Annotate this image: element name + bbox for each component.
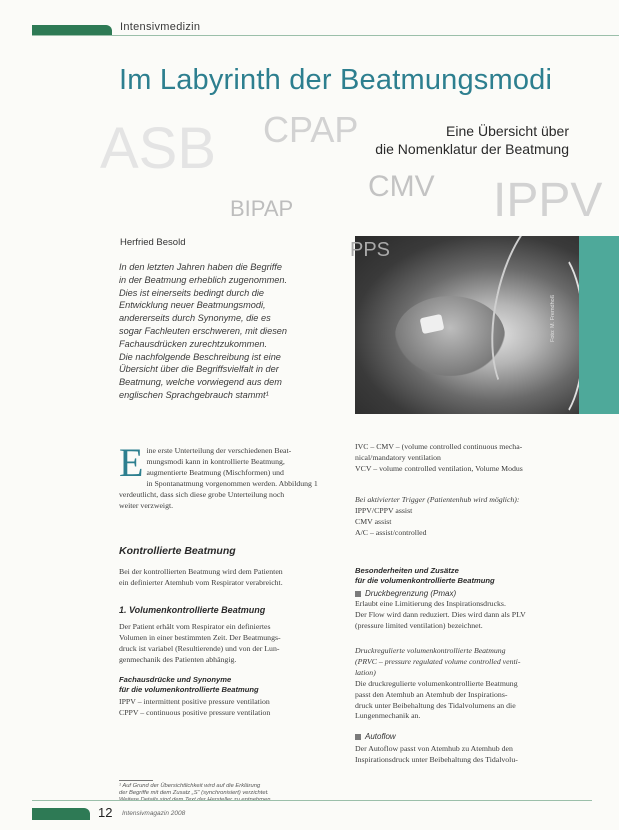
text-line: passt den Atemhub an Atemhub der Inspirations- <box>355 689 508 699</box>
footnote-rule <box>119 780 153 781</box>
text-line: Volumen in einer bestimmten Zeit. Der Beatmungs- <box>119 632 281 642</box>
watermark-pps: PPS <box>350 239 391 261</box>
text-line: CPPV – continuous positive pressure ventilation <box>119 707 271 717</box>
heading-volume: 1. Volumenkontrollierte Beatmung <box>119 605 266 615</box>
bullet-autoflow <box>355 732 582 741</box>
controlled-paragraph <box>119 567 349 589</box>
heading-special: Besonderheiten und Zusätze für die volumenkontrollierte Beatmung <box>355 566 495 585</box>
text-line: in Spontanatmung vorgenommen werden. Abbildung 1 <box>146 478 318 488</box>
text-line: ein definierter Atemhub vom Respirator verabreicht. <box>119 577 283 587</box>
footer-color-bar <box>32 808 90 820</box>
text-line: verdeutlicht, dass sich diese grobe Unterteilung noch <box>119 489 285 499</box>
prvc-paragraph <box>355 646 582 722</box>
drop-cap: E <box>119 440 144 485</box>
abbreviation-list <box>355 442 582 475</box>
article-title: Im Labyrinth der Beatmungsmodi <box>119 64 553 96</box>
article-abstract: In den letzten Jahren haben die Begriffe in der Beatmung erheblich zugenommen. Dies ist einerseits bedingt durch die Entwicklung neuer Beatmungsmodi, andererseits durch Synonyme, die es sogar Fachleuten erschweren, mit diesen Fachausdrücken zurechtzukommen. Die nachfolgende Beschreibung ist eine Übersicht über die Begriffsvielfalt in der Beatmung, welche vorwiegend aus dem englischen Sprachgebrauch stammt¹ <box>119 262 288 400</box>
volume-paragraph <box>119 622 349 666</box>
section-color-bar <box>32 25 112 35</box>
text-line: druck unter Beibehaltung des Tidalvolumens an die <box>355 700 516 710</box>
article-photo <box>355 236 579 414</box>
journal-name: Intensivmagazin 2008 <box>122 810 186 817</box>
text-line: mungsmodi kann in kontrollierte Beatmung, <box>146 456 285 466</box>
text-line: druck ist variabel (Resultierende) und von der Lun- <box>119 643 280 653</box>
text-line: genmechanik des Patienten abhängig. <box>119 654 237 664</box>
teal-side-tab <box>579 236 619 414</box>
subtitle-line: die Nomenklatur der Beatmung <box>375 141 569 157</box>
watermark-ippv: IPPV <box>493 174 603 227</box>
photo-tube <box>515 246 579 414</box>
page-number: 12 <box>98 805 113 820</box>
text-line: weiter verzweigt. <box>119 500 174 510</box>
text-line: Der Patient erhält vom Respirator ein definiertes <box>119 622 271 631</box>
trigger-heading: Bei aktivierter Trigger (Patientenhub wird möglich): <box>355 495 520 504</box>
text-line: Inspirationsdruck unter Beibehaltung des Tidalvolu- <box>355 754 518 764</box>
text-line: Druckregulierte volumenkontrollierte Beatmung <box>355 646 506 655</box>
bullet-label: Druckbegrenzung (Pmax) <box>365 589 457 598</box>
text-line: A/C – assist/controlled <box>355 527 427 537</box>
synonym-list <box>119 697 349 719</box>
footer-rule <box>32 800 592 801</box>
text-line: Der Autoflow passt von Atemhub zu Atemhub den <box>355 744 513 753</box>
text-line: (PRVC – pressure regulated volume controlled venti- <box>355 656 521 666</box>
text-line: IPPV – intermittent positive pressure ventilation <box>119 697 270 706</box>
section-label: Intensivmedizin <box>120 21 201 33</box>
trigger-list <box>355 506 582 539</box>
intro-paragraph <box>119 440 349 511</box>
bullet-label: Autoflow <box>365 732 396 741</box>
bullet-pressure-limit <box>355 589 582 598</box>
footnote: ¹ Auf Grund der Übersichtlichkeit wird auf die Erklärung der Begriffe mit dem Zusatz „S“ (synchronisiert) verzichtet. <box>119 783 269 797</box>
autoflow-paragraph <box>355 744 582 766</box>
square-bullet-icon <box>355 734 361 740</box>
text-line: lation) <box>355 667 376 677</box>
watermark-cmv: CMV <box>368 170 435 203</box>
text-line: ine erste Unterteilung der verschiedenen Beat- <box>146 446 292 455</box>
pressure-limit-paragraph <box>355 599 582 632</box>
subtitle-line: Eine Übersicht über <box>446 123 569 139</box>
text-line: CMV assist <box>355 516 392 526</box>
text-line: Bei der kontrollierten Beatmung wird dem Patienten <box>119 567 283 576</box>
text-line: augmentierte Beatmung (Mischformen) und <box>146 467 284 477</box>
photo-credit: Foto: M. Fremdhoß <box>550 294 556 342</box>
square-bullet-icon <box>355 591 361 597</box>
text-line: Lungenmechanik an. <box>355 711 421 721</box>
heading-controlled: Kontrollierte Beatmung <box>119 545 236 557</box>
watermark-bipap: BIPAP <box>230 196 294 221</box>
article-subtitle <box>375 122 569 158</box>
text-line: Die druckregulierte volumenkontrollierte Beatmung <box>355 678 518 688</box>
text-line: (pressure limited ventilation) bezeichnet. <box>355 620 483 630</box>
photo-patient <box>395 296 505 376</box>
watermark-asb: ASB <box>100 116 217 181</box>
watermark-cpap: CPAP <box>263 109 359 150</box>
header-rule <box>32 35 619 36</box>
text-line: Erlaubt eine Limitierung des Inspirationsdrucks. <box>355 599 506 608</box>
text-line: nical/mandatory ventilation <box>355 452 441 462</box>
heading-synonyms: Fachausdrücke und Synonyme für die volumenkontrollierte Beatmung <box>119 675 259 694</box>
author-name: Herfried Besold <box>120 237 186 248</box>
text-line: IVC – CMV – (volume controlled continuous mecha- <box>355 442 523 451</box>
text-line: Der Flow wird dann reduziert. Dies wird dann als PLV <box>355 609 526 619</box>
text-line: IPPV/CPPV assist <box>355 506 413 515</box>
text-line: VCV – volume controlled ventilation, Volume Modus <box>355 463 523 473</box>
